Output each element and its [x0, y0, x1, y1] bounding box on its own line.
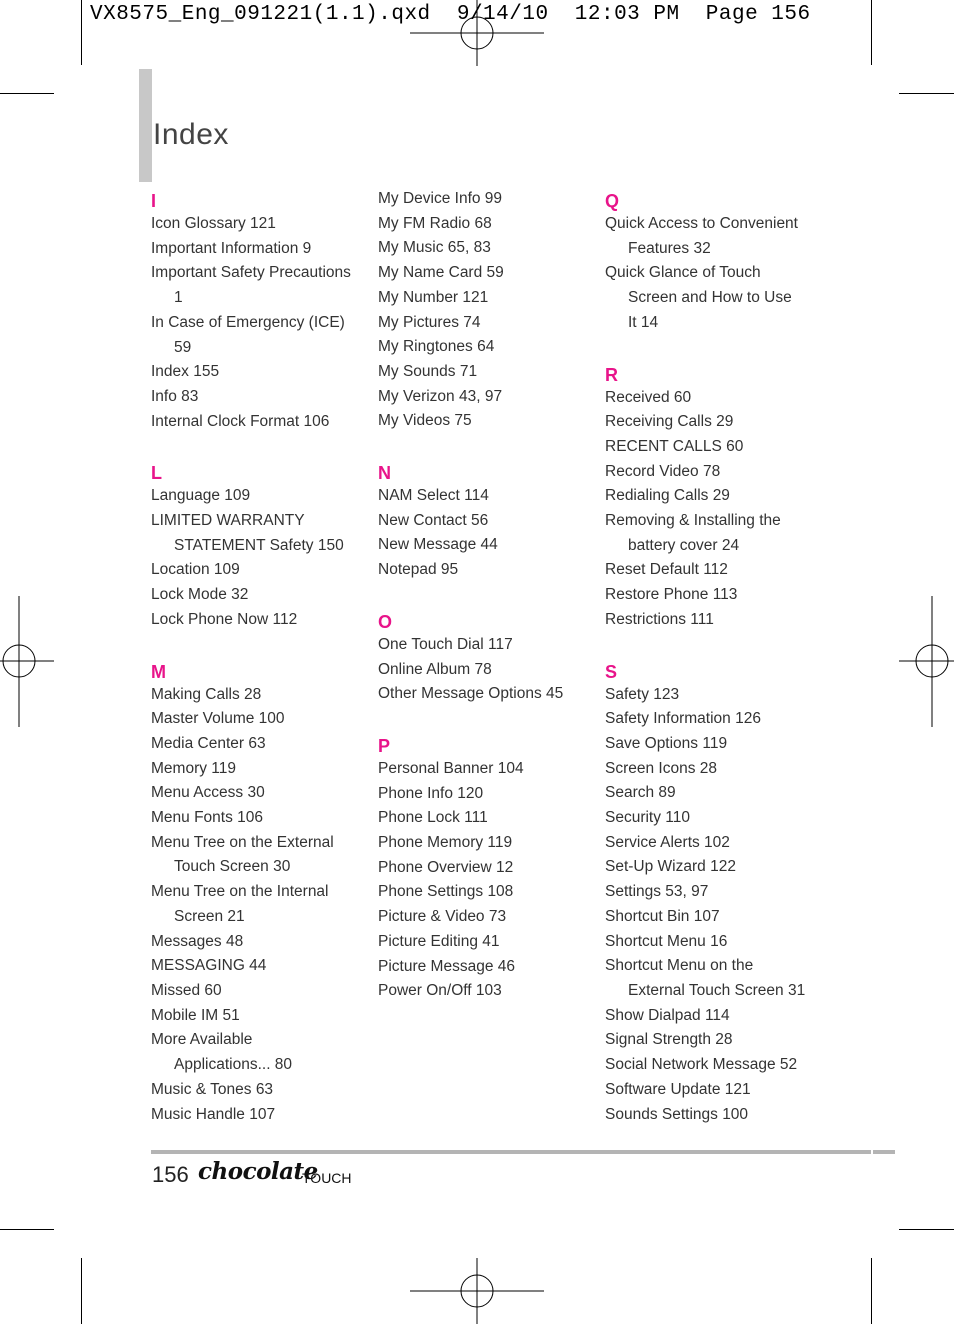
index-letter-heading: P	[378, 735, 391, 756]
section-gap	[151, 633, 371, 657]
index-entry: Music Handle 107	[151, 1105, 276, 1123]
index-entry: Internal Clock Format 106	[151, 412, 330, 430]
index-entry: Important Information 9	[151, 239, 312, 257]
crop-mark	[871, 0, 872, 65]
index-entry: Safety 123	[605, 685, 680, 703]
section-gap	[378, 707, 598, 731]
title-side-bar	[139, 69, 152, 182]
index-letter-heading: I	[151, 191, 157, 211]
registration-mark-icon	[899, 596, 954, 727]
index-letter-heading: S	[605, 661, 618, 682]
print-slug: VX8575_Eng_091221(1.1).qxd 9/14/10 12:03 PM Page 156	[90, 3, 811, 26]
index-section	[151, 462, 371, 632]
index-entry: Phone Memory 119	[378, 834, 513, 852]
footer-rule	[151, 1150, 871, 1154]
index-entry-continuation: Touch Screen 30	[174, 858, 291, 876]
crop-mark	[81, 1258, 82, 1324]
index-entry: Picture Message 46	[378, 957, 515, 975]
index-entry: Restore Phone 113	[605, 586, 738, 604]
index-entry: Reset Default 112	[605, 561, 728, 579]
index-entry: My Ringtones 64	[378, 338, 495, 356]
index-entry: My Pictures 74	[378, 313, 481, 331]
index-entry: New Contact 56	[378, 511, 489, 529]
index-letter-heading: M	[151, 661, 166, 682]
index-section	[378, 187, 598, 434]
index-entry-continuation: It 14	[628, 313, 659, 331]
index-entry: Security 110	[605, 809, 691, 827]
index-entry: Mobile IM 51	[151, 1006, 240, 1024]
index-entry: Online Album 78	[378, 660, 492, 678]
index-entry: Icon Glossary 121	[151, 215, 276, 232]
index-entry: Language 109	[151, 487, 251, 505]
crop-mark	[0, 1229, 54, 1230]
index-letter-heading: R	[605, 364, 618, 385]
index-entry: Social Network Message 52	[605, 1056, 798, 1074]
index-section	[151, 190, 371, 434]
index-entry: Other Message Options 45	[378, 685, 564, 703]
index-letter-heading: O	[378, 611, 393, 632]
index-entry: Info 83	[151, 387, 199, 405]
index-section	[605, 661, 845, 1128]
index-entry: My Music 65, 83	[378, 239, 491, 257]
index-entry-continuation: Screen 21	[174, 907, 245, 925]
index-entry: Picture & Video 73	[378, 908, 507, 926]
crop-mark	[871, 1258, 872, 1324]
index-entry: My Verizon 43, 97	[378, 387, 503, 405]
index-entry: Phone Info 120	[378, 784, 484, 802]
index-entry: Phone Settings 108	[378, 883, 514, 901]
section-gap	[605, 336, 845, 360]
index-entry: Receiving Calls 29	[605, 413, 734, 431]
index-entry: Shortcut Menu 16	[605, 932, 728, 950]
index-entry-continuation: Features 32	[628, 239, 711, 257]
index-entry: Quick Glance of Touch	[605, 264, 761, 282]
index-entry: Media Center 63	[151, 734, 266, 752]
index-section	[378, 735, 598, 1004]
index-entry: LIMITED WARRANTY	[151, 512, 305, 530]
index-entry: One Touch Dial 117	[378, 635, 513, 653]
index-entry: Quick Access to Convenient	[605, 215, 798, 232]
index-entry: Shortcut Bin 107	[605, 907, 720, 925]
index-entry: Set-Up Wizard 122	[605, 858, 736, 876]
brand-logo-suffix: TOUCH	[302, 1170, 352, 1186]
index-entry: Messages 48	[151, 932, 244, 950]
crop-mark	[899, 1229, 954, 1230]
index-entry: Master Volume 100	[151, 710, 285, 728]
index-entry: My Sounds 71	[378, 362, 478, 380]
index-entry: Making Calls 28	[151, 685, 262, 703]
index-entry: Notepad 95	[378, 561, 459, 579]
index-entry: Lock Phone Now 112	[151, 610, 298, 628]
footer-rule	[873, 1150, 895, 1154]
page-title: Index	[153, 118, 229, 151]
index-entry: Shortcut Menu on the	[605, 957, 754, 975]
index-entry-continuation: STATEMENT Safety 150	[174, 536, 344, 554]
index-entry: Settings 53, 97	[605, 883, 709, 901]
index-entry: Music & Tones 63	[151, 1080, 274, 1098]
index-entry: Menu Tree on the External	[151, 833, 334, 851]
index-entry: Service Alerts 102	[605, 833, 730, 851]
index-entry: Removing & Installing the	[605, 512, 781, 530]
index-entry: My Number 121	[378, 288, 489, 306]
index-section	[605, 364, 845, 633]
index-letter-heading: L	[151, 463, 162, 484]
index-column-3	[605, 186, 845, 1127]
section-gap	[151, 434, 371, 458]
index-entry: My Name Card 59	[378, 264, 504, 282]
index-entry: Menu Access 30	[151, 784, 265, 802]
index-entry: Phone Lock 111	[378, 809, 488, 827]
index-entry: NAM Select 114	[378, 487, 489, 505]
index-section	[151, 661, 371, 1128]
index-entry: Power On/Off 103	[378, 982, 502, 1000]
index-entry: Restrictions 111	[605, 610, 714, 628]
crop-mark	[899, 93, 954, 94]
index-entry: Save Options 119	[605, 734, 728, 752]
index-entry: Screen Icons 28	[605, 759, 718, 777]
index-entry: Signal Strength 28	[605, 1031, 733, 1049]
index-entry: Menu Tree on the Internal	[151, 883, 329, 901]
index-entry: Missed 60	[151, 981, 222, 999]
index-entry: Redialing Calls 29	[605, 487, 730, 505]
index-entry-continuation: Applications... 80	[174, 1056, 293, 1074]
index-section	[605, 190, 845, 336]
index-column-2	[378, 186, 598, 1004]
registration-mark-icon	[410, 1258, 544, 1324]
index-letter-heading: Q	[605, 191, 620, 211]
index-entry: More Available	[151, 1031, 253, 1049]
index-entry: Menu Fonts 106	[151, 809, 264, 827]
index-entry: Software Update 121	[605, 1080, 751, 1098]
index-entry-continuation: 1	[174, 289, 183, 307]
crop-mark	[0, 93, 54, 94]
index-entry: Search 89	[605, 784, 676, 802]
index-entry: Personal Banner 104	[378, 759, 524, 777]
index-entry: Lock Mode 32	[151, 586, 249, 604]
index-entry: New Message 44	[378, 536, 498, 554]
registration-mark-icon	[410, 0, 544, 66]
index-entry: Record Video 78	[605, 462, 721, 480]
index-entry: My Device Info 99	[378, 190, 503, 207]
section-gap	[378, 434, 598, 458]
page-number: 156	[152, 1162, 189, 1187]
section-gap	[378, 583, 598, 607]
index-entry-continuation: External Touch Screen 31	[628, 981, 806, 999]
index-entry: My FM Radio 68	[378, 214, 492, 232]
index-column-1	[151, 186, 371, 1127]
index-entry: MESSAGING 44	[151, 957, 267, 975]
index-entry: Received 60	[605, 388, 692, 406]
registration-mark-icon	[0, 596, 54, 727]
index-entry: Important Safety Precautions	[151, 264, 351, 282]
index-entry: Location 109	[151, 561, 240, 579]
index-entry: In Case of Emergency (ICE)	[151, 313, 345, 331]
index-entry: My Videos 75	[378, 412, 472, 430]
index-entry: Memory 119	[151, 759, 236, 777]
index-section	[378, 611, 598, 707]
index-entry: Safety Information 126	[605, 710, 761, 728]
brand-logo: chocolate	[198, 1158, 318, 1185]
index-letter-heading: N	[378, 463, 391, 484]
index-entry: Index 155	[151, 363, 220, 381]
index-entry-continuation: 59	[174, 338, 192, 356]
index-entry: Phone Overview 12	[378, 858, 514, 876]
index-entry-continuation: Screen and How to Use	[628, 289, 792, 307]
index-section	[378, 462, 598, 583]
crop-mark	[81, 0, 82, 65]
index-entry: Show Dialpad 114	[605, 1006, 730, 1024]
index-entry: Picture Editing 41	[378, 932, 500, 950]
index-entry-continuation: battery cover 24	[628, 536, 740, 554]
index-entry: Sounds Settings 100	[605, 1105, 749, 1123]
index-entry: RECENT CALLS 60	[605, 437, 744, 455]
section-gap	[605, 633, 845, 657]
